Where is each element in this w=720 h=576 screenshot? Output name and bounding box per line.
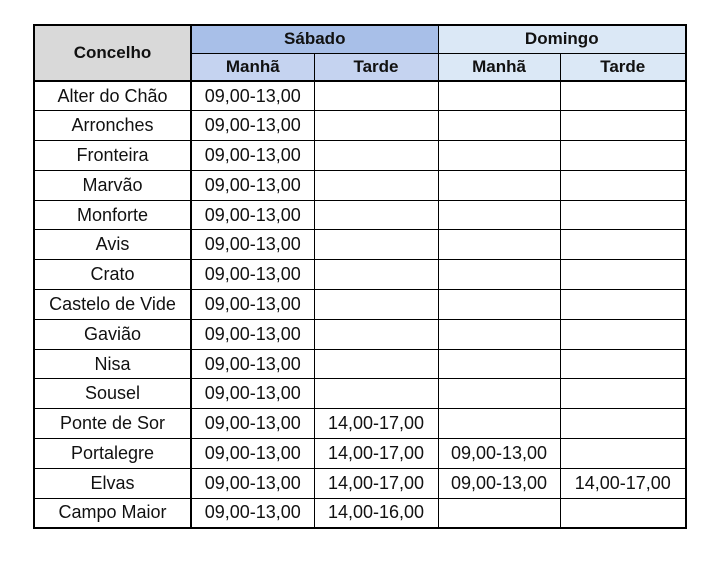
sunday-afternoon-cell: 14,00-17,00 (560, 468, 686, 498)
concelho-name-cell: Avis (34, 230, 191, 260)
saturday-afternoon-cell (314, 170, 438, 200)
concelho-name-cell: Sousel (34, 379, 191, 409)
concelho-name-cell: Portalegre (34, 439, 191, 469)
header-row-days (34, 25, 686, 53)
sunday-morning-cell (438, 349, 560, 379)
sunday-morning-cell: 09,00-13,00 (438, 439, 560, 469)
concelho-name-cell: Elvas (34, 468, 191, 498)
saturday-afternoon-cell (314, 319, 438, 349)
saturday-morning-cell: 09,00-13,00 (191, 111, 314, 141)
table-row (34, 468, 686, 498)
table-row (34, 439, 686, 469)
saturday-afternoon-cell (314, 200, 438, 230)
concelho-name-cell: Arronches (34, 111, 191, 141)
sunday-header: Domingo (438, 25, 686, 53)
saturday-morning-cell: 09,00-13,00 (191, 379, 314, 409)
saturday-morning-cell: 09,00-13,00 (191, 468, 314, 498)
table-row (34, 260, 686, 290)
table-row (34, 81, 686, 111)
concelho-name-cell: Fronteira (34, 141, 191, 171)
table-row (34, 200, 686, 230)
saturday-afternoon-cell (314, 349, 438, 379)
concelho-name-cell: Marvão (34, 170, 191, 200)
sunday-afternoon-cell (560, 111, 686, 141)
saturday-morning-cell: 09,00-13,00 (191, 141, 314, 171)
table-row (34, 230, 686, 260)
concelho-name-cell: Castelo de Vide (34, 290, 191, 320)
sunday-morning-cell (438, 409, 560, 439)
opening-hours-table (33, 24, 687, 529)
table-row (34, 498, 686, 528)
sunday-morning-cell (438, 319, 560, 349)
table-row (34, 170, 686, 200)
sunday-afternoon-cell (560, 349, 686, 379)
sunday-morning-cell (438, 141, 560, 171)
sunday-afternoon-header: Tarde (560, 53, 686, 81)
saturday-afternoon-cell (314, 81, 438, 111)
saturday-afternoon-cell (314, 141, 438, 171)
saturday-afternoon-header: Tarde (314, 53, 438, 81)
saturday-morning-cell: 09,00-13,00 (191, 290, 314, 320)
saturday-afternoon-cell: 14,00-16,00 (314, 498, 438, 528)
sunday-morning-cell (438, 260, 560, 290)
sunday-morning-cell (438, 111, 560, 141)
saturday-afternoon-cell: 14,00-17,00 (314, 468, 438, 498)
sunday-morning-cell: 09,00-13,00 (438, 468, 560, 498)
table-row (34, 290, 686, 320)
saturday-morning-cell: 09,00-13,00 (191, 409, 314, 439)
sunday-morning-header: Manhã (438, 53, 560, 81)
saturday-afternoon-cell (314, 111, 438, 141)
saturday-morning-cell: 09,00-13,00 (191, 260, 314, 290)
table-header (34, 25, 686, 81)
sunday-morning-cell (438, 379, 560, 409)
sunday-afternoon-cell (560, 81, 686, 111)
concelho-name-cell: Monforte (34, 200, 191, 230)
saturday-afternoon-cell: 14,00-17,00 (314, 409, 438, 439)
sunday-morning-cell (438, 200, 560, 230)
saturday-morning-cell: 09,00-13,00 (191, 439, 314, 469)
sunday-afternoon-cell (560, 379, 686, 409)
saturday-morning-cell: 09,00-13,00 (191, 200, 314, 230)
concelho-name-cell: Ponte de Sor (34, 409, 191, 439)
saturday-afternoon-cell (314, 260, 438, 290)
table-row (34, 379, 686, 409)
concelho-name-cell: Alter do Chão (34, 81, 191, 111)
saturday-morning-cell: 09,00-13,00 (191, 319, 314, 349)
saturday-afternoon-cell (314, 379, 438, 409)
saturday-morning-cell: 09,00-13,00 (191, 230, 314, 260)
saturday-morning-cell: 09,00-13,00 (191, 498, 314, 528)
sunday-afternoon-cell (560, 290, 686, 320)
sunday-morning-cell (438, 498, 560, 528)
sunday-afternoon-cell (560, 409, 686, 439)
sunday-afternoon-cell (560, 319, 686, 349)
saturday-morning-cell: 09,00-13,00 (191, 81, 314, 111)
sunday-afternoon-cell (560, 260, 686, 290)
sunday-morning-cell (438, 170, 560, 200)
sunday-morning-cell (438, 230, 560, 260)
saturday-afternoon-cell (314, 230, 438, 260)
concelho-name-cell: Crato (34, 260, 191, 290)
concelho-name-cell: Nisa (34, 349, 191, 379)
table-row (34, 349, 686, 379)
saturday-morning-cell: 09,00-13,00 (191, 349, 314, 379)
concelho-column-header: Concelho (34, 25, 191, 81)
table-row (34, 111, 686, 141)
table-row (34, 141, 686, 171)
sunday-afternoon-cell (560, 170, 686, 200)
saturday-afternoon-cell (314, 290, 438, 320)
sunday-afternoon-cell (560, 498, 686, 528)
saturday-afternoon-cell: 14,00-17,00 (314, 439, 438, 469)
sunday-afternoon-cell (560, 141, 686, 171)
saturday-header: Sábado (191, 25, 438, 53)
table-row (34, 319, 686, 349)
saturday-morning-header: Manhã (191, 53, 314, 81)
sunday-afternoon-cell (560, 200, 686, 230)
concelho-name-cell: Campo Maior (34, 498, 191, 528)
sunday-afternoon-cell (560, 230, 686, 260)
saturday-morning-cell: 09,00-13,00 (191, 170, 314, 200)
sunday-morning-cell (438, 290, 560, 320)
concelho-name-cell: Gavião (34, 319, 191, 349)
table-row (34, 409, 686, 439)
sunday-afternoon-cell (560, 439, 686, 469)
sunday-morning-cell (438, 81, 560, 111)
table-body (34, 81, 686, 528)
